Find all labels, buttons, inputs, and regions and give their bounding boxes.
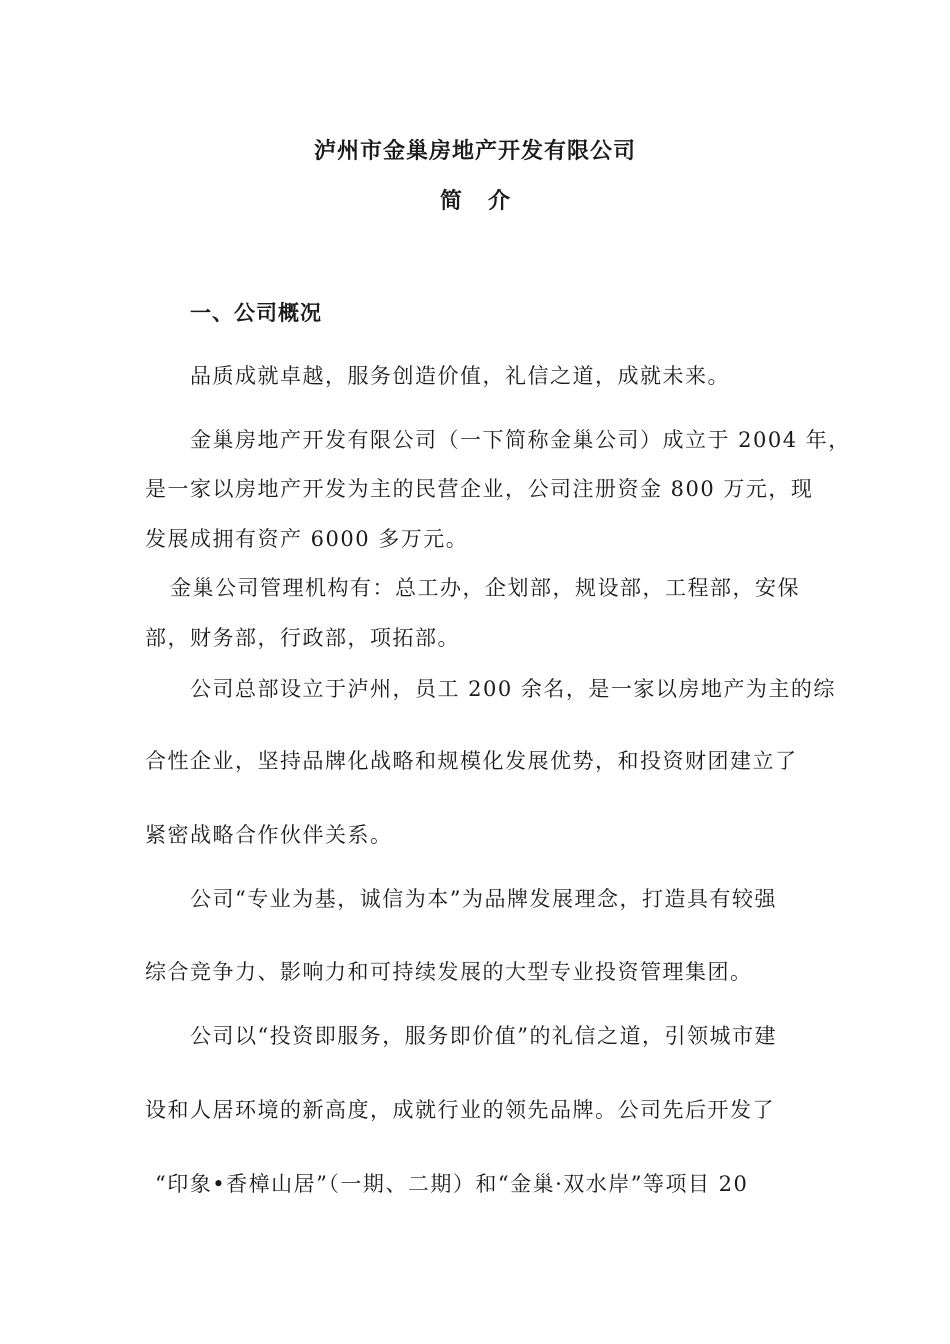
document-title: 泸州市金巢房地产开发有限公司 <box>313 139 636 164</box>
paragraph-line: 紧密战略合作伙伴关系。 <box>145 823 393 847</box>
paragraph-line: 公司以“投资即服务，服务即价值”的礼信之道，引领城市建 <box>190 1024 777 1048</box>
paragraph-line: 设和人居环境的新高度，成就行业的领先品牌。公司先后开发了 <box>145 1098 775 1122</box>
document-subtitle: 简介 <box>439 189 536 214</box>
paragraph-line: 发展成拥有资产 6000 多万元。 <box>145 527 469 551</box>
paragraph-line: 品质成就卓越，服务创造价值，礼信之道，成就未来。 <box>190 364 730 388</box>
paragraph-line: “印象•香樟山居”（一期、二期）和“金巢·双水岸”等项目 20 <box>155 1172 749 1196</box>
paragraph-line: 公司总部设立于泸州，员工 200 余名，是一家以房地产为主的综 <box>190 677 836 701</box>
paragraph-line: 合性企业，坚持品牌化战略和规模化发展优势，和投资财团建立了 <box>145 749 798 773</box>
paragraph-line: 是一家以房地产开发为主的民营企业，公司注册资金 800 万元，现 <box>145 477 814 501</box>
paragraph-line: 金巢公司管理机构有：总工办，企划部，规设部，工程部，安保 <box>170 576 800 600</box>
section-heading-company-overview: 一、公司概况 <box>190 301 322 325</box>
paragraph-line: 金巢房地产开发有限公司（一下简称金巢公司）成立于 2004 年， <box>190 428 851 452</box>
paragraph-line: 综合竞争力、影响力和可持续发展的大型专业投资管理集团。 <box>145 960 753 984</box>
paragraph-line: 公司“专业为基，诚信为本”为品牌发展理念，打造具有较强 <box>190 887 777 911</box>
paragraph-line: 部，财务部，行政部，项拓部。 <box>145 626 460 650</box>
